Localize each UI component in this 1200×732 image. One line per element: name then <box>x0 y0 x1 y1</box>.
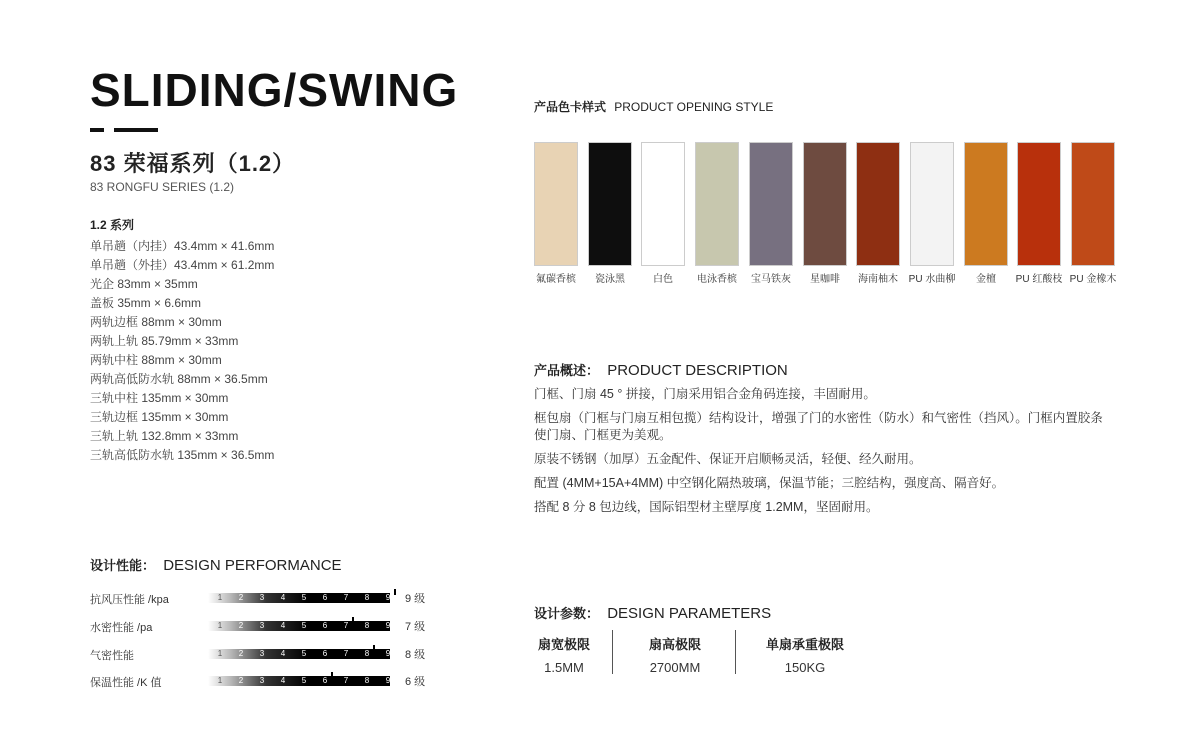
performance-heading <box>90 555 342 574</box>
param-height-limit <box>635 634 715 675</box>
color-swatch <box>641 142 685 285</box>
color-swatch-sample <box>588 142 632 266</box>
description-heading <box>534 360 788 379</box>
performance-scale-number: 2 <box>238 676 244 685</box>
performance-scale-number: 2 <box>238 593 244 602</box>
performance-label: 保温性能 /K 值 <box>90 677 162 689</box>
performance-scale-number: 5 <box>301 649 307 658</box>
spec-item: 三轨高低防水轨 135mm × 36.5mm <box>90 448 275 462</box>
parameters-heading-cn: 设计参数： <box>534 606 600 621</box>
color-swatch-sample <box>641 142 685 266</box>
performance-scale-number: 8 <box>364 621 370 630</box>
performance-scale-number: 9 <box>385 621 391 630</box>
spec-item: 两轨上轨 85.79mm × 33mm <box>90 334 239 348</box>
performance-heading-cn: 设计性能： <box>90 558 156 573</box>
spec-item: 单吊趟（外挂）43.4mm × 61.2mm <box>90 258 275 272</box>
performance-level-marker <box>394 589 396 595</box>
spec-item: 三轨上轨 132.8mm × 33mm <box>90 429 239 443</box>
performance-level-marker <box>352 617 354 623</box>
color-swatch-label: PU 水曲柳 <box>908 274 956 285</box>
performance-grade: 8 级 <box>405 649 426 661</box>
title-dash-short <box>90 128 104 132</box>
performance-scale-number: 2 <box>238 649 244 658</box>
color-swatch <box>1069 142 1117 285</box>
description-paragraph: 搭配 8 分 8 包边线，国际铝型材主壁厚度 1.2MM，坚固耐用。 <box>534 500 879 514</box>
color-swatch-label: PU 金橡木 <box>1069 274 1117 285</box>
performance-scale-number: 6 <box>322 621 328 630</box>
performance-label: 水密性能 /pa <box>90 622 153 634</box>
color-swatch-label: 金檀 <box>976 274 996 285</box>
performance-scale-number: 8 <box>364 676 370 685</box>
param-divider <box>735 630 736 674</box>
color-swatch-sample <box>803 142 847 266</box>
param-width-limit <box>534 634 594 675</box>
performance-scale-number: 4 <box>280 621 286 630</box>
performance-scale-number: 7 <box>343 649 349 658</box>
performance-scale-number: 8 <box>364 593 370 602</box>
performance-scale-number: 7 <box>343 676 349 685</box>
series-subtitle: 83 RONGFU SERIES (1.2) <box>90 180 235 194</box>
performance-scale-number: 4 <box>280 593 286 602</box>
performance-scale-number: 1 <box>217 676 223 685</box>
color-swatch-sample <box>964 142 1008 266</box>
description-paragraph: 框包扇（门框与门扇互相包揽）结构设计，增强了门的水密性（防水）和气密性（挡风）。门框内置胶条使门扇、门框更为美观。 <box>534 411 1103 442</box>
performance-scale-number: 3 <box>259 593 265 602</box>
color-swatch-sample <box>856 142 900 266</box>
performance-scale-number: 1 <box>217 621 223 630</box>
performance-grade: 9 级 <box>405 593 426 605</box>
performance-row <box>90 589 440 609</box>
performance-scale-bar <box>208 649 390 659</box>
series-title: 83 荣福系列（1.2） <box>90 151 296 176</box>
page-title: SLIDING/SWING <box>90 64 459 116</box>
spec-item: 三轨中柱 135mm × 30mm <box>90 391 229 405</box>
performance-scale-number: 4 <box>280 649 286 658</box>
performance-scale-number: 7 <box>343 621 349 630</box>
color-swatch-sample <box>534 142 578 266</box>
description-paragraph: 门框、门扇 45 ° 拼接，门扇采用铝合金角码连接，丰固耐用。 <box>534 387 876 401</box>
performance-heading-en: DESIGN PERFORMANCE <box>163 557 342 574</box>
spec-item: 单吊趟（内挂）43.4mm × 41.6mm <box>90 239 275 253</box>
performance-scale-number: 6 <box>322 649 328 658</box>
spec-item: 三轨边框 135mm × 30mm <box>90 410 229 424</box>
color-heading-cn: 产品色卡样式 <box>534 100 607 114</box>
color-swatch-label: 海南柚木 <box>858 274 898 285</box>
param-value: 150KG <box>784 660 826 675</box>
performance-row <box>90 645 440 665</box>
description-paragraph: 原装不锈钢（加厚）五金配件、保证开启顺畅灵活，轻便、经久耐用。 <box>534 452 922 466</box>
performance-scale-number: 5 <box>301 593 307 602</box>
color-swatch <box>695 142 739 285</box>
performance-scale-number: 3 <box>259 676 265 685</box>
performance-scale-number: 2 <box>238 621 244 630</box>
description-heading-cn: 产品概述： <box>534 363 600 378</box>
performance-row <box>90 617 440 637</box>
performance-label: 抗风压性能 /kpa <box>90 594 169 606</box>
performance-scale-number: 1 <box>217 649 223 658</box>
performance-scale-number: 5 <box>301 621 307 630</box>
performance-scale-number: 4 <box>280 676 286 685</box>
color-swatch-sample <box>695 142 739 266</box>
performance-scale-number: 9 <box>385 649 391 658</box>
color-swatch-label: 宝马铁灰 <box>751 274 791 285</box>
performance-scale-number: 5 <box>301 676 307 685</box>
param-value: 1.5MM <box>544 660 584 675</box>
color-swatch <box>964 142 1008 285</box>
color-heading-en: PRODUCT OPENING STYLE <box>614 100 774 114</box>
spec-item: 两轨边框 88mm × 30mm <box>90 315 222 329</box>
performance-scale-number: 6 <box>322 593 328 602</box>
performance-label: 气密性能 <box>90 650 134 662</box>
spec-item: 光企 83mm × 35mm <box>90 277 198 291</box>
color-swatch-sample <box>1071 142 1115 266</box>
param-label: 扇宽极限 <box>537 637 590 652</box>
performance-scale-bar <box>208 676 390 686</box>
color-swatch-label: PU 红酸枝 <box>1015 274 1063 285</box>
color-section-heading <box>534 98 773 115</box>
spec-item: 盖板 35mm × 6.6mm <box>90 296 202 310</box>
color-swatch <box>1015 142 1063 285</box>
color-swatch <box>588 142 632 285</box>
spec-item: 两轨中柱 88mm × 30mm <box>90 353 222 367</box>
performance-scale-number: 3 <box>259 649 265 658</box>
performance-scale-number: 9 <box>385 676 391 685</box>
color-swatch <box>856 142 900 285</box>
performance-scale-number: 3 <box>259 621 265 630</box>
color-swatch <box>749 142 793 285</box>
performance-scale-bar <box>208 593 390 603</box>
param-value: 2700MM <box>649 660 701 675</box>
color-swatch-label: 电泳香槟 <box>697 274 737 285</box>
spec-item: 两轨高低防水轨 88mm × 36.5mm <box>90 372 268 386</box>
performance-scale-bar <box>208 621 390 631</box>
color-swatch-label: 瓷泳黑 <box>595 274 625 285</box>
color-swatch-sample <box>910 142 954 266</box>
performance-grade: 7 级 <box>405 621 426 633</box>
title-dash-long <box>114 128 158 132</box>
color-swatch-sample <box>749 142 793 266</box>
color-swatch-sample <box>1017 142 1061 266</box>
color-swatch-label: 白色 <box>653 274 673 285</box>
parameters-heading-en: DESIGN PARAMETERS <box>607 605 772 622</box>
color-swatch <box>908 142 956 285</box>
color-swatch-label: 星咖啡 <box>810 274 840 285</box>
performance-scale-number: 9 <box>385 593 391 602</box>
description-body <box>534 386 1104 523</box>
spec-list <box>90 237 274 465</box>
color-swatch-label: 氟碳香槟 <box>536 274 576 285</box>
performance-scale-number: 6 <box>322 676 328 685</box>
param-load-limit <box>760 634 850 675</box>
performance-level-marker <box>331 672 333 678</box>
color-swatch <box>803 142 847 285</box>
performance-row <box>90 672 440 692</box>
param-label: 扇高极限 <box>648 637 701 652</box>
color-swatch-row <box>534 142 1124 285</box>
performance-scale-number: 7 <box>343 593 349 602</box>
performance-scale-number: 1 <box>217 593 223 602</box>
performance-scale-number: 8 <box>364 649 370 658</box>
parameters-heading <box>534 603 771 622</box>
description-heading-en: PRODUCT DESCRIPTION <box>607 362 788 379</box>
performance-grade: 6 级 <box>405 676 426 688</box>
spec-heading: 1.2 系列 <box>90 218 135 232</box>
description-paragraph: 配置 (4MM+15A+4MM) 中空钢化隔热玻璃，保温节能；三腔结构，强度高、隔音好。 <box>534 476 1005 490</box>
param-label: 单扇承重极限 <box>765 637 844 652</box>
param-divider <box>612 630 613 674</box>
color-swatch <box>534 142 578 285</box>
performance-level-marker <box>373 645 375 651</box>
